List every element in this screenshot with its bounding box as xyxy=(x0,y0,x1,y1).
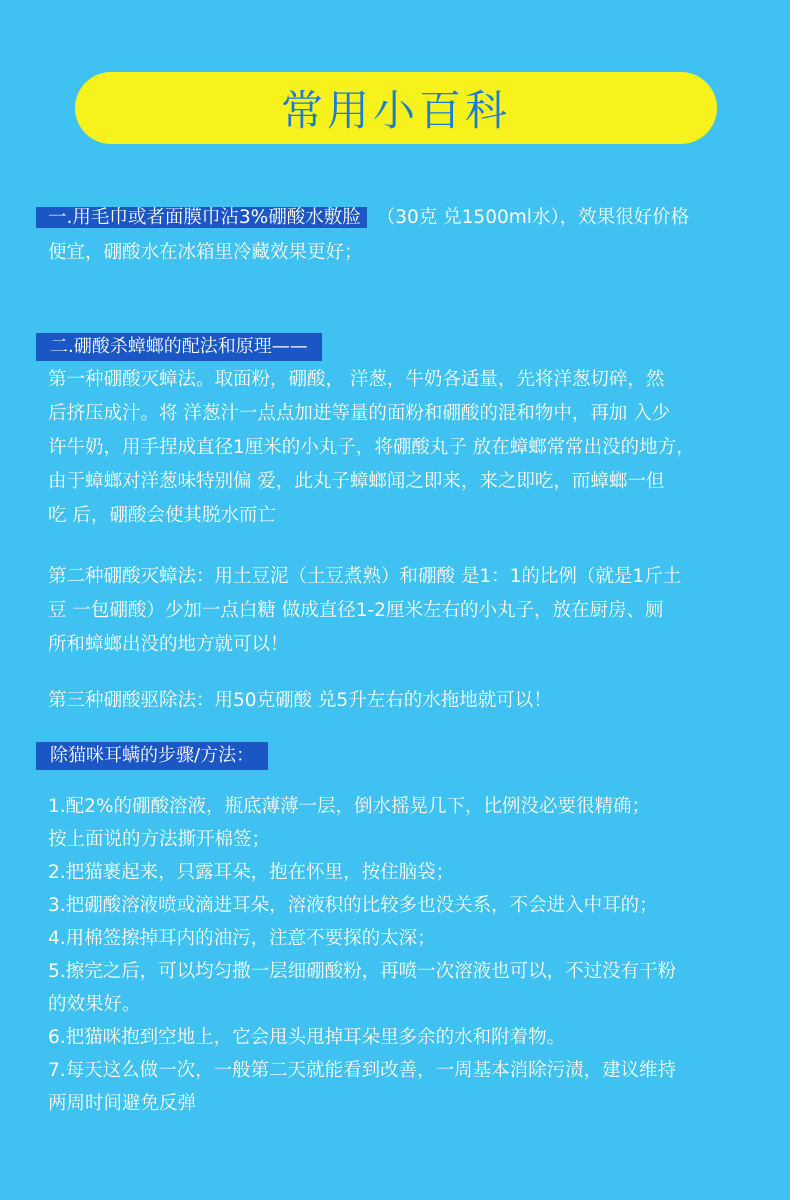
method1-line-1: 第一种硼酸灭蟑法。取面粉，硼酸， 洋葱，牛奶各适量，先将洋葱切碎，然 xyxy=(48,369,665,390)
ear-step-line: 两周时间避免反弹 xyxy=(48,1093,197,1114)
ear-step-line: 1.配2%的硼酸溶液，瓶底薄薄一层，倒水摇晃几下，比例没必要很精确； xyxy=(48,796,651,817)
page-title: 常用小百科 xyxy=(280,86,511,135)
face-tip-line-2: 便宜，硼酸水在冰箱里冷藏效果更好； xyxy=(48,242,363,263)
method1-line-2: 后挤压成汁。将 洋葱汁一点点加进等量的面粉和硼酸的混和物中，再加 入少 xyxy=(48,403,671,424)
method2-line-2: 豆 一包硼酸）少加一点白糖 做成直径1-2厘米左右的小丸子，放在厨房、厕 xyxy=(48,600,664,621)
ear-step-line: 5.擦完之后，可以均匀撒一层细硼酸粉，再喷一次溶液也可以，不过没有干粉 xyxy=(48,961,677,982)
ear-step-line: 2.把猫裹起来，只露耳朵，抱在怀里，按住脑袋； xyxy=(48,862,455,883)
method3-line: 第三种硼酸驱除法：用50克硼酸 兑5升左右的水拖地就可以！ xyxy=(48,690,552,711)
ear-step-line: 6.把猫咪抱到空地上，它会甩头甩掉耳朵里多余的水和附着物。 xyxy=(48,1027,566,1048)
method1-line-5: 吃 后，硼酸会使其脱水而亡 xyxy=(48,505,276,526)
ear-step-line: 7.每天这么做一次，一般第二天就能看到改善，一周基本消除污渍，建议维持 xyxy=(48,1060,677,1081)
ear-step-line: 的效果好。 xyxy=(48,994,141,1015)
method2-line-3: 所和蟑螂出没的地方就可以！ xyxy=(48,634,289,655)
ear-mite-section-header: 除猫咪耳螨的步骤/方法： xyxy=(36,742,268,770)
title-banner xyxy=(75,72,717,144)
ear-step-line: 3.把硼酸溶液喷或滴进耳朵，溶液积的比较多也没关系，不会进入中耳的； xyxy=(48,895,658,916)
method1-line-3: 许牛奶，用手捏成直径1厘米的小丸子，将硼酸丸子 放在蟑螂常常出没的地方， xyxy=(48,437,695,458)
face-tip-tail: （30克 兑1500ml水），效果很好价格 xyxy=(376,207,690,228)
cockroach-section-header: 二.硼酸杀蟑螂的配法和原理—— xyxy=(36,333,322,361)
method1-line-4: 由于蟑螂对洋葱味特别偏 爱，此丸子蟑螂闻之即来，来之即吃，而蟑螂一但 xyxy=(48,471,665,492)
ear-step-line: 4.用棉签擦掉耳内的油污，注意不要探的太深； xyxy=(48,928,436,949)
face-tip-line-1 xyxy=(48,206,689,230)
face-tip-highlight: 一.用毛巾或者面膜巾沾3%硼酸水敷脸 xyxy=(36,207,367,228)
method2-line-1: 第二种硼酸灭蟑法：用土豆泥（土豆煮熟）和硼酸 是1：1的比例（就是1斤土 xyxy=(48,566,682,587)
ear-step-line: 按上面说的方法撕开棉签； xyxy=(48,829,271,850)
